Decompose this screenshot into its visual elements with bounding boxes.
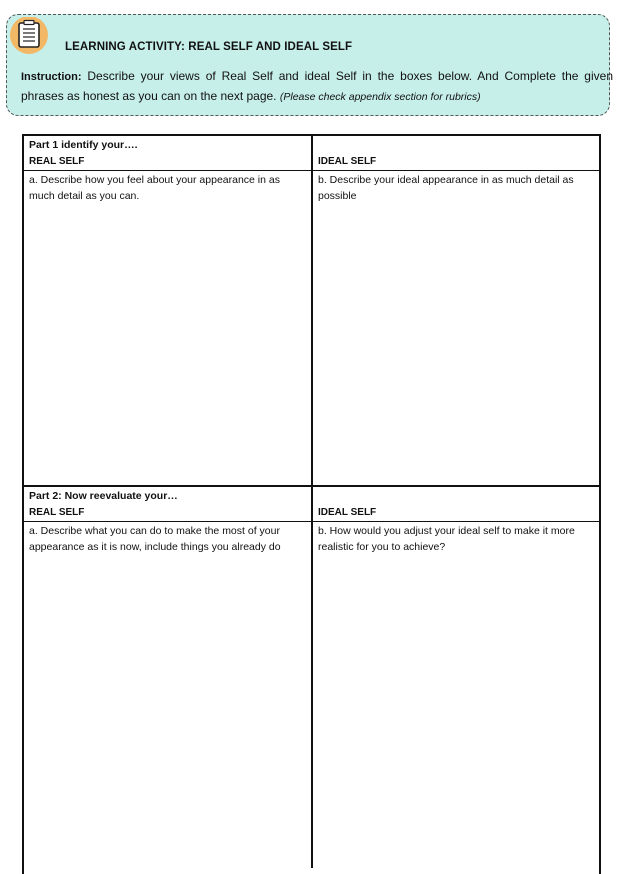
instruction-text: Describe your views of Real Self and ideal Self in the boxes below. And Complete the given phrases as honest as you can on the next page. xyxy=(21,69,613,103)
part2-ideal-header xyxy=(313,487,599,521)
part2-real-answer-box[interactable] xyxy=(24,522,313,868)
part1-real-label: REAL SELF xyxy=(29,155,85,167)
part1-answer-row xyxy=(24,171,599,487)
part1-ideal-label: IDEAL SELF xyxy=(318,155,377,167)
part2-heading: Part 2: Now reevaluate your… xyxy=(29,490,178,502)
part1-ideal-prompt: b. Describe your ideal appearance in as much detail as possible xyxy=(318,174,574,202)
part2-ideal-answer-box[interactable] xyxy=(313,522,599,868)
activity-title: LEARNING ACTIVITY: REAL SELF AND IDEAL SELF xyxy=(65,41,353,53)
part1-real-answer-box[interactable] xyxy=(24,171,313,485)
notepad-icon xyxy=(9,17,53,59)
instruction-paragraph xyxy=(21,67,613,107)
part2-ideal-prompt: b. How would you adjust your ideal self to make it more realistic for you to achieve? xyxy=(318,525,575,553)
part1-heading: Part 1 identify your…. xyxy=(29,139,138,151)
part2-ideal-label: IDEAL SELF xyxy=(318,506,377,518)
activity-banner xyxy=(6,14,613,116)
self-worksheet-table xyxy=(22,134,601,874)
part2-answer-row xyxy=(24,522,599,868)
part1-ideal-answer-box[interactable] xyxy=(313,171,599,485)
instruction-note: (Please check appendix section for rubrics) xyxy=(279,91,481,103)
instruction-label: Instruction: xyxy=(21,71,82,83)
part2-header-row xyxy=(24,487,599,522)
part2-real-prompt: a. Describe what you can do to make the most of your appearance as it is now, include things you already do xyxy=(29,525,281,553)
part1-ideal-header xyxy=(313,136,599,170)
part2-real-label: REAL SELF xyxy=(29,506,85,518)
part1-real-header xyxy=(24,136,313,170)
part2-real-header xyxy=(24,487,313,521)
part1-real-prompt: a. Describe how you feel about your appearance in as much detail as you can. xyxy=(29,174,280,202)
part1-header-row xyxy=(24,136,599,171)
